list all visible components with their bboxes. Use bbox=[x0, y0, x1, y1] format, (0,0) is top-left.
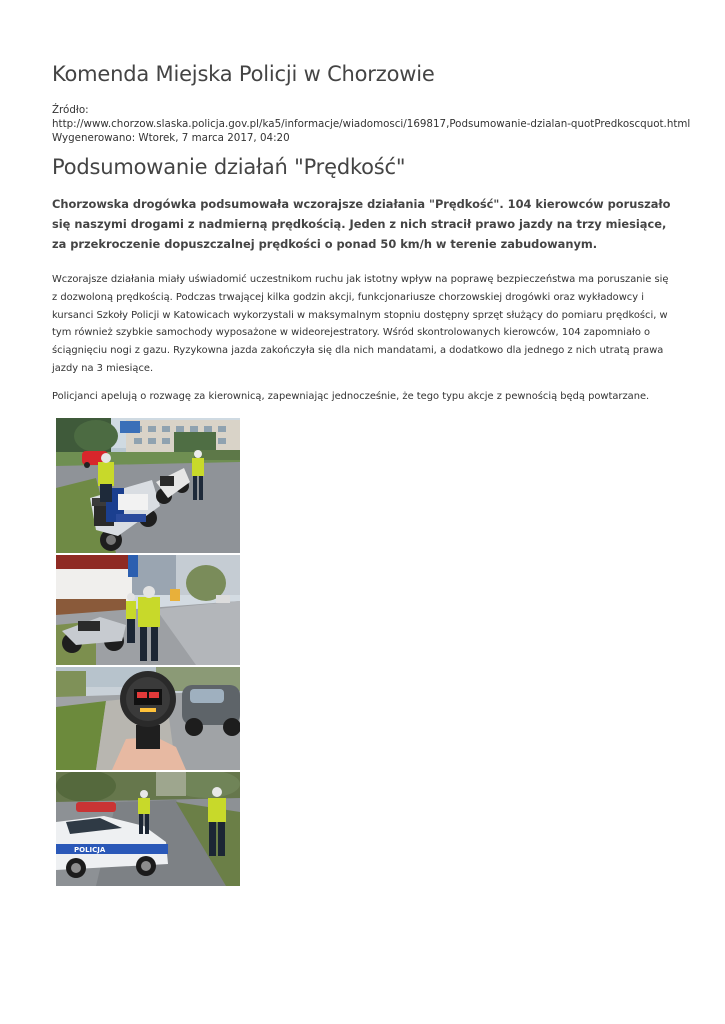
site-title: Komenda Miejska Policji w Chorzowie bbox=[52, 62, 435, 86]
article-paragraph: Wczorajsze działania miały uświadomić uczestnikom ruchu jak istotny wpływ na poprawę bezpieczeństwa ma poruszanie się z dozwoloną prędkością. Podczas trwającej kilka godzin akcji, funkcjonariusze chorzowskiej drogówki oraz wykładowcy i kursanci Szkoły Policji w Katowicach wykorzystali w maksymalnym stopniu dostępny sprzęt służący do pomiaru prędkości, w tym również szybkie samochody wyposażone w wideorejestratory. Wśród skontrolowanych kierowców, 104 zapomniało o ściągnięciu nogi z gazu. Ryzykowna jazda zakończyła się dla nich mandatami, a dodatkowo dla jednego z nich utratą prawa jazdy na 3 miesiące. bbox=[52, 274, 669, 374]
generated-date: Wygenerowano: Wtorek, 7 marca 2017, 04:20 bbox=[52, 132, 290, 144]
photo-speed-gun[interactable] bbox=[56, 667, 240, 770]
photo-officer-sidewalk-image bbox=[56, 555, 240, 665]
photo-motorcycles-image bbox=[56, 418, 240, 553]
source-url[interactable]: http://www.chorzow.slaska.policja.gov.pl/ka5/informacje/wiadomosci/169817,Podsumowanie-dzialan-quotPredkoscquot.html bbox=[52, 118, 691, 130]
document-meta bbox=[52, 103, 690, 145]
article-paragraph: Policjanci apelują o rozwagę za kierownicą, zapewniając jednocześnie, że tego typu akcje z pewnością będą powtarzane. bbox=[52, 391, 650, 402]
photo-police-car-image bbox=[56, 772, 240, 886]
article-title: Podsumowanie działań "Prędkość" bbox=[52, 155, 406, 179]
source-label: Źródło: bbox=[52, 104, 89, 116]
photo-motorcycles[interactable] bbox=[56, 418, 240, 553]
police-car-lettering: POLICJA bbox=[74, 846, 106, 854]
photo-speed-gun-image bbox=[56, 667, 240, 770]
photo-police-car[interactable] bbox=[56, 772, 240, 886]
photo-officer-sidewalk[interactable] bbox=[56, 555, 240, 665]
article-lead: Chorzowska drogówka podsumowała wczorajsze działania "Prędkość". 104 kierowców poruszało się naszymi drogami z nadmierną prędkością. Jeden z nich stracił prawo jazdy na trzy miesiące, za przekroczenie dopuszczalnej prędkości o ponad 50 km/h w terenie zabudowanym. bbox=[52, 197, 671, 251]
